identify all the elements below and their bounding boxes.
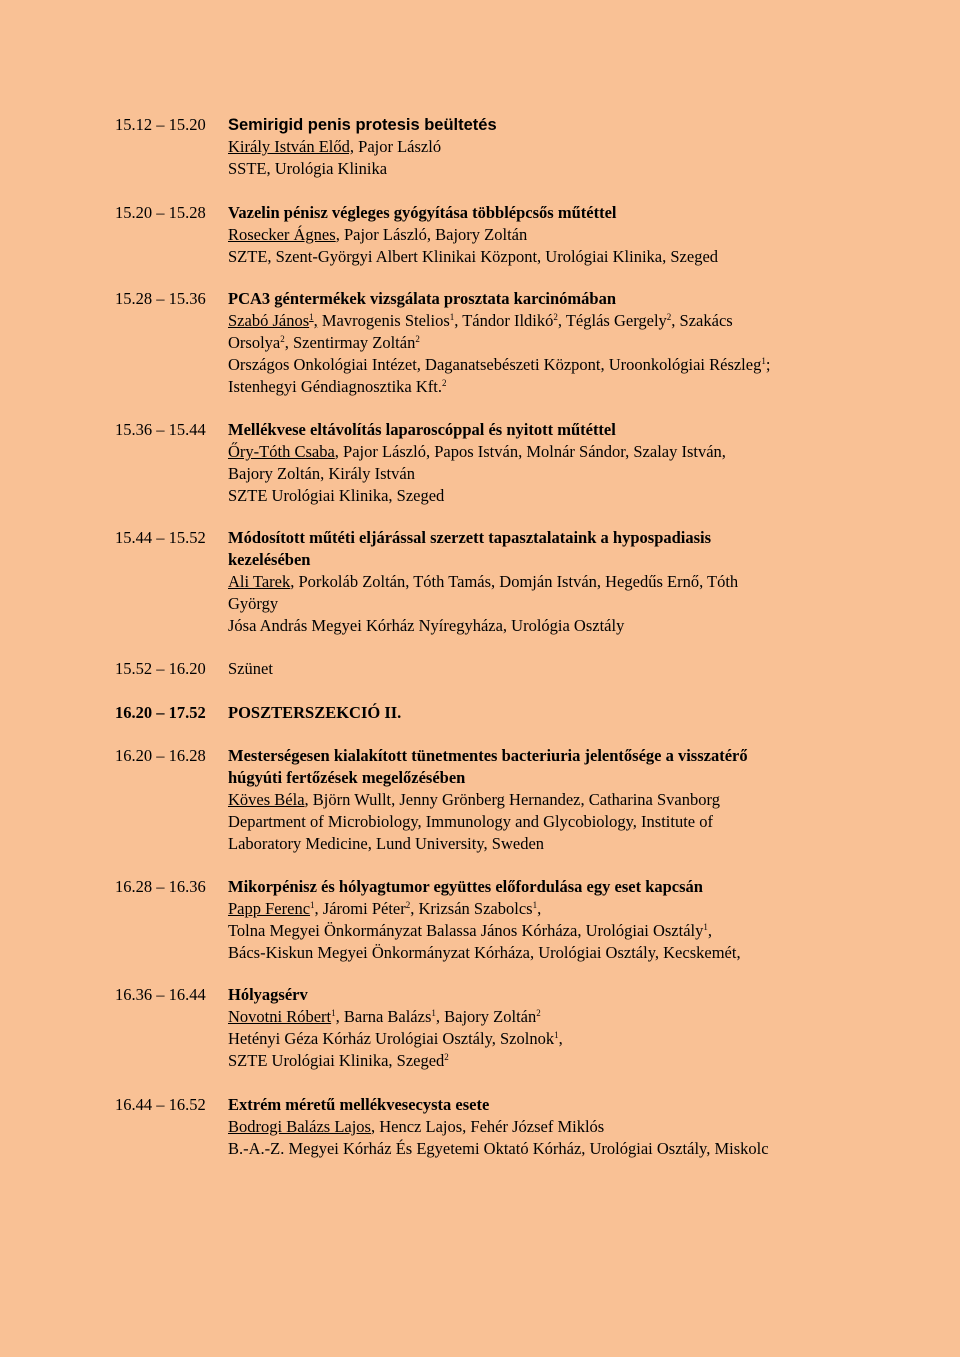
entry-body — [228, 419, 858, 507]
entry-time: 15.52 – 16.20 — [115, 659, 206, 678]
entry-body — [228, 1094, 858, 1160]
text-run: Mavrogenis Stelios — [317, 311, 450, 330]
text-run: Pajor László — [354, 137, 442, 156]
text-run: Országos Onkológiai Intézet, Daganatsebészeti Központ, Uroonkológiai Részleg — [228, 355, 762, 374]
authors-line — [228, 1006, 858, 1028]
footnote-marker: 2 — [553, 312, 558, 322]
text-run: Laboratory Medicine, Lund University, Sweden — [228, 834, 545, 853]
footnote-marker: 2 — [441, 378, 447, 388]
affiliation-line — [228, 811, 858, 833]
text-run: Bács-Kiskun Megyei Önkormányzat Kórháza, Urológiai Osztály, Kecskemét, — [228, 943, 741, 962]
footnote-marker: 1 — [761, 356, 766, 366]
text-run: , Téglás Gergely — [557, 311, 667, 330]
text-run: ; — [765, 355, 771, 374]
text-run: , — [558, 1029, 563, 1048]
affiliation-line — [228, 354, 858, 376]
text-run: , Szakács — [671, 311, 733, 330]
talk-title: húgyúti fertőzések megelőzésében — [228, 768, 466, 787]
text-run: Hetényi Géza Kórház Urológiai Osztály, Szolnok — [228, 1029, 555, 1048]
presenting-author: Köves Béla — [228, 790, 305, 809]
entry-body — [228, 527, 858, 637]
affiliation-line — [228, 158, 858, 180]
authors-line — [228, 332, 858, 354]
talk-title: kezelésében — [228, 550, 311, 569]
text-run: , Tándor Ildikó — [454, 311, 554, 330]
entry-body — [228, 658, 858, 680]
talk-title: Módosított műtéti eljárással szerzett tapasztalataink a hypospadiasis — [228, 528, 712, 547]
entry-time: 16.36 – 16.44 — [115, 985, 206, 1004]
section-time: 16.20 – 17.52 — [115, 703, 206, 722]
affiliation-line — [228, 1138, 858, 1160]
entry-body — [228, 202, 858, 268]
entry-body — [228, 114, 858, 180]
text-run: SZTE Urológiai Klinika, Szeged — [228, 486, 445, 505]
section-title: POSZTERSZEKCIÓ II. — [228, 703, 402, 722]
authors-line — [228, 224, 858, 246]
entry-time: 15.20 – 15.28 — [115, 203, 206, 222]
entry-body — [228, 876, 858, 964]
text-run: , Szentirmay Zoltán — [284, 333, 416, 352]
affiliation-line — [228, 942, 858, 964]
authors-line — [228, 789, 858, 811]
entry-body — [228, 288, 858, 398]
presenting-author: Papp Ferenc — [228, 899, 311, 918]
presenting-author: Ali Tarek — [228, 572, 291, 591]
authors-line — [228, 136, 858, 158]
entry-time: 15.36 – 15.44 — [115, 420, 206, 439]
affiliation-line — [228, 615, 858, 637]
authors-line — [228, 463, 858, 485]
affiliation-line — [228, 485, 858, 507]
text-run: SZTE Urológiai Klinika, Szeged — [228, 1051, 445, 1070]
talk-title: Mikorpénisz és hólyagtumor együttes előfordulása egy eset kapcsán — [228, 877, 703, 896]
entry-body — [228, 984, 858, 1072]
entry-time: 15.28 – 15.36 — [115, 289, 206, 308]
entry-time: 15.12 – 15.20 — [115, 115, 206, 134]
presenting-author: Novotni Róbert — [228, 1007, 332, 1026]
authors-line — [228, 1116, 858, 1138]
entry-body — [228, 745, 858, 855]
footnote-marker: 1 — [532, 900, 538, 910]
presenting-author: Őry-Tóth Csaba — [228, 442, 335, 461]
text-run: Jósa András Megyei Kórház Nyíregyháza, Urológia Osztály — [228, 616, 625, 635]
footnote-marker: 1 — [310, 900, 315, 910]
text-run: , Porkoláb Zoltán, Tóth Tamás, Domján István, Hegedűs Ernő, Tóth — [290, 572, 739, 591]
footnote-marker: 2 — [415, 334, 420, 344]
footnote-marker: 2 — [280, 334, 285, 344]
entry-time: 15.44 – 15.52 — [115, 528, 206, 547]
text-run: , Hencz Lajos, Fehér József Miklós — [370, 1117, 605, 1136]
footnote-marker: 1 — [331, 1008, 336, 1018]
text-run: Istenhegyi Géndiagnosztika Kft. — [228, 377, 442, 396]
affiliation-line — [228, 1050, 858, 1072]
authors-line — [228, 593, 858, 615]
affiliation-line — [228, 376, 858, 398]
footnote-marker: 2 — [405, 900, 411, 910]
talk-title: Semirigid penis protesis beültetés — [228, 116, 497, 134]
talk-title: Mellékvese eltávolítás laparoscóppal és nyitott műtéttel — [228, 420, 616, 439]
text-run: , Bajory Zoltán — [435, 1007, 537, 1026]
footnote-marker: 1 — [703, 922, 708, 932]
footnote-marker: 1 — [449, 312, 455, 322]
text-run: Department of Microbiology, Immunology and Glycobiology, Institute of — [228, 812, 713, 831]
text-run: , Björn Wullt, Jenny Grönberg Hernandez, Catharina Svanborg — [304, 790, 720, 809]
talk-title: PCA3 géntermékek vizsgálata prosztata karcinómában — [228, 289, 617, 308]
text-run: Bajory Zoltán, Király István — [228, 464, 415, 483]
footnote-marker: 2 — [444, 1052, 449, 1062]
authors-line — [228, 898, 858, 920]
talk-title: Mesterségesen kialakított tünetmentes bacteriuria jelentősége a visszatérő — [228, 746, 748, 765]
text-run: György — [228, 594, 279, 613]
text-run: , Járomi Péter — [314, 899, 406, 918]
affiliation-line — [228, 1028, 858, 1050]
footnote-marker: 2 — [536, 1008, 541, 1018]
text-run: B.-A.-Z. Megyei Kórház És Egyetemi Oktató Kórház, Urológiai Osztály, Miskolc — [228, 1139, 769, 1158]
entry-body — [228, 702, 858, 724]
authors-line — [228, 571, 858, 593]
affiliation-line — [228, 920, 858, 942]
text-run: , Pajor László, Papos István, Molnár Sándor, Szalay István, — [334, 442, 726, 461]
text-run: , — [537, 899, 542, 918]
presenting-author: , — [313, 311, 318, 330]
text-run: Tolna Megyei Önkormányzat Balassa János Kórháza, Urológiai Osztály — [228, 921, 704, 940]
text-run: , Krizsán Szabolcs — [410, 899, 533, 918]
footnote-marker: 1 — [554, 1030, 559, 1040]
talk-title: Hólyagsérv — [228, 985, 308, 1004]
text-run: , Barna Balázs — [335, 1007, 432, 1026]
text-run: SZTE, Szent-Györgyi Albert Klinikai Központ, Urológiai Klinika, Szeged — [228, 247, 719, 266]
entry-time: 16.44 – 16.52 — [115, 1095, 206, 1114]
text-run: , Pajor László, Bajory Zoltán — [335, 225, 528, 244]
presenting-author: Király István Előd, — [228, 137, 355, 156]
text-run: Orsolya — [228, 333, 281, 352]
footnote-marker: 2 — [666, 312, 672, 322]
talk-title: Vazelin pénisz végleges gyógyítása többlépcsős műtéttel — [228, 203, 617, 222]
text-run: , — [707, 921, 712, 940]
presenting-author: Bodrogi Balázs Lajos — [228, 1117, 371, 1136]
presenting-author: Rosecker Ágnes — [228, 225, 336, 244]
entry-time: 16.28 – 16.36 — [115, 877, 206, 896]
affiliation-line — [228, 246, 858, 268]
authors-line — [228, 310, 858, 332]
entry-time: 16.20 – 16.28 — [115, 746, 206, 765]
presenting-author: Szabó János — [228, 311, 310, 330]
footnote-marker: 1 — [309, 312, 314, 322]
break-label: Szünet — [228, 659, 273, 678]
footnote-marker: 1 — [431, 1008, 436, 1018]
authors-line — [228, 441, 858, 463]
text-run: SSTE, Urológia Klinika — [228, 159, 388, 178]
affiliation-line — [228, 833, 858, 855]
talk-title: Extrém méretű mellékvesecysta esete — [228, 1095, 490, 1114]
